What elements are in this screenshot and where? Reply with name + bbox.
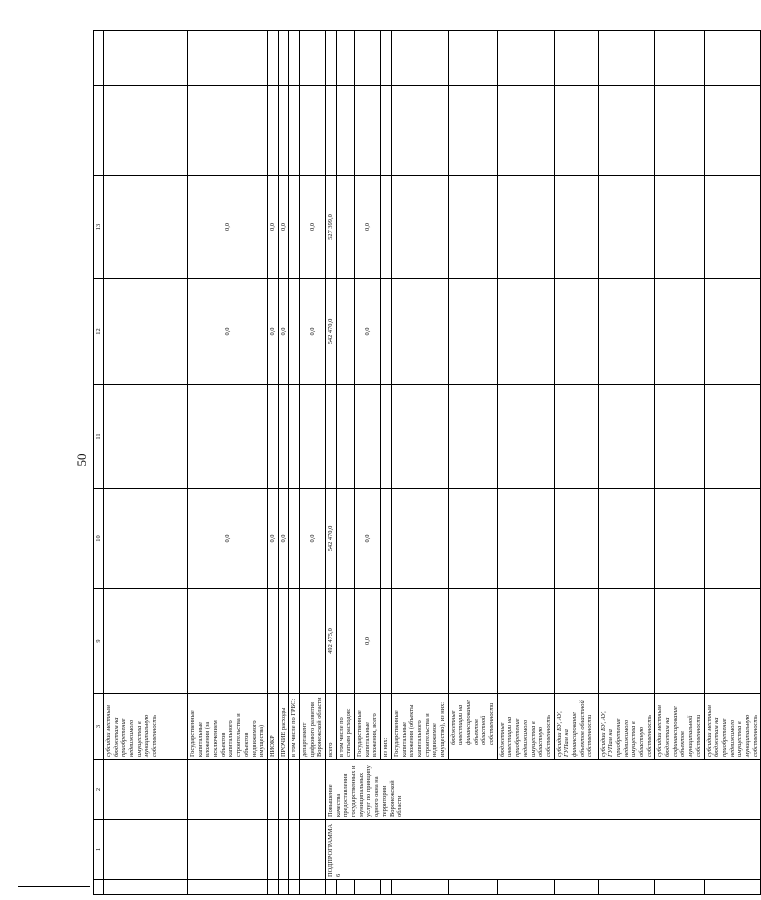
value-cell bbox=[336, 385, 354, 489]
table-container bbox=[93, 31, 759, 895]
value-cell bbox=[655, 385, 704, 489]
value-cell bbox=[391, 489, 448, 589]
value-cell bbox=[497, 489, 554, 589]
value-cell bbox=[278, 385, 289, 489]
header-spacer bbox=[94, 86, 104, 176]
column-number-row bbox=[94, 31, 104, 895]
value-cell bbox=[391, 279, 448, 385]
row-label: НИОКР bbox=[267, 694, 278, 760]
value-cell bbox=[326, 385, 337, 489]
margin-cell bbox=[326, 880, 337, 895]
value-cell bbox=[299, 385, 325, 489]
value-cell bbox=[104, 589, 188, 694]
value-cell: 527 399,0 bbox=[326, 176, 337, 279]
margin-cell bbox=[497, 880, 554, 895]
value-cell bbox=[448, 176, 497, 279]
value-cell bbox=[188, 589, 268, 694]
margin-cell bbox=[299, 880, 325, 895]
value-cell: 0,0 bbox=[355, 489, 381, 589]
trailing-cell bbox=[336, 86, 354, 176]
margin-cell bbox=[289, 880, 300, 895]
trailing-cell bbox=[598, 31, 655, 86]
value-cell bbox=[104, 385, 188, 489]
value-cell bbox=[554, 176, 598, 279]
trailing-cell bbox=[289, 31, 300, 86]
value-cell bbox=[554, 489, 598, 589]
value-cell bbox=[289, 279, 300, 385]
row-label: Государственные капитальные вложения, всего bbox=[355, 694, 381, 760]
trailing-cell bbox=[104, 31, 188, 86]
value-cell bbox=[336, 279, 354, 385]
trailing-cell bbox=[104, 86, 188, 176]
row-label: субсидии местным бюджетам на приобретение недвижимого имущества в муниципальную собственность bbox=[704, 694, 761, 760]
value-cell bbox=[655, 489, 704, 589]
program-name-cell bbox=[188, 760, 268, 820]
value-cell bbox=[381, 589, 392, 694]
value-cell bbox=[598, 279, 655, 385]
column-header: 2 bbox=[94, 760, 104, 820]
table-row bbox=[326, 31, 337, 895]
value-cell bbox=[381, 385, 392, 489]
budget-table bbox=[93, 30, 761, 895]
program-name-cell bbox=[104, 760, 188, 820]
trailing-cell bbox=[497, 31, 554, 86]
trailing-cell bbox=[267, 86, 278, 176]
program-name-cell bbox=[289, 760, 300, 820]
table-body bbox=[94, 31, 761, 895]
column-header: 12 bbox=[94, 279, 104, 385]
value-cell: 0,0 bbox=[267, 279, 278, 385]
column-header: 3 bbox=[94, 694, 104, 760]
trailing-cell bbox=[299, 86, 325, 176]
value-cell bbox=[289, 489, 300, 589]
trailing-cell bbox=[497, 86, 554, 176]
value-cell bbox=[497, 589, 554, 694]
table-row bbox=[267, 31, 278, 895]
trailing-cell bbox=[655, 31, 704, 86]
program-name-cell: Повышение качества предоставления государственных и муниципальных услуг по принципу одного окна на территории Воронежской области bbox=[326, 760, 761, 820]
value-cell: 542 470,0 bbox=[326, 279, 337, 385]
column-header: 10 bbox=[94, 489, 104, 589]
program-code-cell bbox=[289, 820, 300, 880]
value-cell bbox=[381, 489, 392, 589]
value-cell: 0,0 bbox=[355, 279, 381, 385]
value-cell bbox=[704, 489, 761, 589]
value-cell: 0,0 bbox=[188, 176, 268, 279]
table-row bbox=[188, 31, 268, 895]
value-cell: 0,0 bbox=[188, 279, 268, 385]
value-cell bbox=[267, 589, 278, 694]
value-cell bbox=[391, 385, 448, 489]
value-cell bbox=[336, 176, 354, 279]
value-cell bbox=[554, 279, 598, 385]
row-label: Государственные капитальные вложения (за исключением объектов капитального строительства и объектов недвижимого имущества) bbox=[188, 694, 268, 760]
value-cell bbox=[554, 385, 598, 489]
trailing-cell bbox=[355, 86, 381, 176]
margin-cell bbox=[278, 880, 289, 895]
margin-cell bbox=[655, 880, 704, 895]
row-label: департамент цифрового развития Воронежской области bbox=[299, 694, 325, 760]
value-cell bbox=[704, 589, 761, 694]
trailing-cell bbox=[391, 31, 448, 86]
trailing-cell bbox=[381, 31, 392, 86]
value-cell: 0,0 bbox=[299, 489, 325, 589]
value-cell bbox=[381, 176, 392, 279]
row-label: из них: bbox=[381, 694, 392, 760]
margin-cell bbox=[391, 880, 448, 895]
row-label: всего bbox=[326, 694, 337, 760]
value-cell: 0,0 bbox=[188, 489, 268, 589]
program-code-cell bbox=[267, 820, 278, 880]
table-row bbox=[104, 31, 188, 895]
trailing-cell bbox=[299, 31, 325, 86]
value-cell bbox=[289, 176, 300, 279]
trailing-cell bbox=[289, 86, 300, 176]
trailing-cell bbox=[188, 31, 268, 86]
margin-cell bbox=[704, 880, 761, 895]
program-code-cell bbox=[104, 820, 188, 880]
trailing-cell bbox=[278, 31, 289, 86]
value-cell bbox=[289, 589, 300, 694]
column-header: 11 bbox=[94, 385, 104, 489]
row-label: бюджетные инвестиции на приобретение недвижимого имущества в областную собственность bbox=[497, 694, 554, 760]
value-cell: 0,0 bbox=[299, 279, 325, 385]
value-cell bbox=[289, 385, 300, 489]
margin-cell bbox=[448, 880, 497, 895]
row-label: бюджетные инвестиции на финансирование объектов областной собственности bbox=[448, 694, 497, 760]
value-cell bbox=[278, 589, 289, 694]
trailing-cell bbox=[448, 86, 497, 176]
value-cell bbox=[598, 489, 655, 589]
value-cell: 492 475,0 bbox=[326, 589, 337, 694]
margin-cell bbox=[104, 880, 188, 895]
margin-cell bbox=[554, 880, 598, 895]
value-cell bbox=[104, 176, 188, 279]
value-cell bbox=[497, 279, 554, 385]
trailing-cell bbox=[704, 31, 761, 86]
trailing-cell bbox=[267, 31, 278, 86]
value-cell bbox=[336, 589, 354, 694]
column-header: 1 bbox=[94, 820, 104, 880]
value-cell bbox=[299, 589, 325, 694]
value-cell bbox=[448, 589, 497, 694]
value-cell bbox=[598, 176, 655, 279]
trailing-cell bbox=[326, 31, 337, 86]
margin-cell bbox=[336, 880, 354, 895]
row-label: в том числе по статьям расходов: bbox=[336, 694, 354, 760]
trailing-cell bbox=[391, 86, 448, 176]
value-cell bbox=[448, 385, 497, 489]
row-label: субсидии БУ, АУ, ГУПам на финансирование объектов областной собственности bbox=[554, 694, 598, 760]
program-code-cell: ПОДПРОГРАММА 6 bbox=[326, 820, 761, 880]
trailing-cell bbox=[704, 86, 761, 176]
trailing-cell bbox=[355, 31, 381, 86]
value-cell bbox=[704, 279, 761, 385]
row-label: ПРОЧИЕ расходы bbox=[278, 694, 289, 760]
value-cell bbox=[497, 176, 554, 279]
trailing-cell bbox=[598, 86, 655, 176]
value-cell: 0,0 bbox=[278, 176, 289, 279]
trailing-cell bbox=[448, 31, 497, 86]
header-spacer bbox=[94, 880, 104, 895]
value-cell bbox=[598, 385, 655, 489]
value-cell bbox=[355, 385, 381, 489]
value-cell bbox=[391, 589, 448, 694]
trailing-cell bbox=[381, 86, 392, 176]
value-cell: 542 470,0 bbox=[326, 489, 337, 589]
value-cell: 0,0 bbox=[355, 176, 381, 279]
value-cell: 0,0 bbox=[299, 176, 325, 279]
value-cell bbox=[704, 176, 761, 279]
row-label: субсидии БУ, АУ, ГУПам на приобретение недвижимого имущества в областную собственность bbox=[598, 694, 655, 760]
trailing-cell bbox=[278, 86, 289, 176]
column-header: 13 bbox=[94, 176, 104, 279]
page-number: 50 bbox=[74, 453, 89, 467]
value-cell bbox=[188, 385, 268, 489]
row-label: субсидии местным бюджетам на приобретение недвижимого имущества в муниципальную собственность bbox=[104, 694, 188, 760]
value-cell bbox=[655, 176, 704, 279]
rotated-table-sheet bbox=[93, 31, 759, 895]
value-cell bbox=[655, 589, 704, 694]
trailing-cell bbox=[188, 86, 268, 176]
program-name-cell bbox=[267, 760, 278, 820]
trailing-cell bbox=[336, 31, 354, 86]
value-cell bbox=[497, 385, 554, 489]
program-code-cell bbox=[299, 820, 325, 880]
column-header: 9 bbox=[94, 589, 104, 694]
trailing-cell bbox=[554, 86, 598, 176]
trailing-cell bbox=[655, 86, 704, 176]
program-name-cell bbox=[278, 760, 289, 820]
value-cell bbox=[655, 279, 704, 385]
value-cell bbox=[336, 489, 354, 589]
footer-rule bbox=[18, 886, 90, 887]
trailing-cell bbox=[554, 31, 598, 86]
value-cell bbox=[381, 279, 392, 385]
margin-cell bbox=[267, 880, 278, 895]
program-code-cell bbox=[188, 820, 268, 880]
value-cell bbox=[391, 176, 448, 279]
value-cell: 0,0 bbox=[267, 176, 278, 279]
margin-cell bbox=[598, 880, 655, 895]
value-cell: 0,0 bbox=[267, 489, 278, 589]
header-spacer bbox=[94, 31, 104, 86]
trailing-cell bbox=[326, 86, 337, 176]
value-cell bbox=[267, 385, 278, 489]
table-row bbox=[299, 31, 325, 895]
program-name-cell bbox=[299, 760, 325, 820]
margin-cell bbox=[355, 880, 381, 895]
value-cell bbox=[554, 589, 598, 694]
value-cell bbox=[704, 385, 761, 489]
value-cell bbox=[598, 589, 655, 694]
row-label: Государственные капитальные вложения (объекты капитального строительства и недвижимое имущество), из них: bbox=[391, 694, 448, 760]
row-label: субсидии местным бюджетам на софинансирование объектов муниципальной собственности bbox=[655, 694, 704, 760]
value-cell: 0,0 bbox=[278, 489, 289, 589]
value-cell bbox=[448, 489, 497, 589]
margin-cell bbox=[381, 880, 392, 895]
value-cell bbox=[104, 279, 188, 385]
program-code-cell bbox=[278, 820, 289, 880]
value-cell: 0,0 bbox=[355, 589, 381, 694]
value-cell bbox=[448, 279, 497, 385]
table-row bbox=[278, 31, 289, 895]
margin-cell bbox=[188, 880, 268, 895]
value-cell bbox=[104, 489, 188, 589]
table-row bbox=[289, 31, 300, 895]
value-cell: 0,0 bbox=[278, 279, 289, 385]
row-label: в том числе по ГРБС: bbox=[289, 694, 300, 760]
